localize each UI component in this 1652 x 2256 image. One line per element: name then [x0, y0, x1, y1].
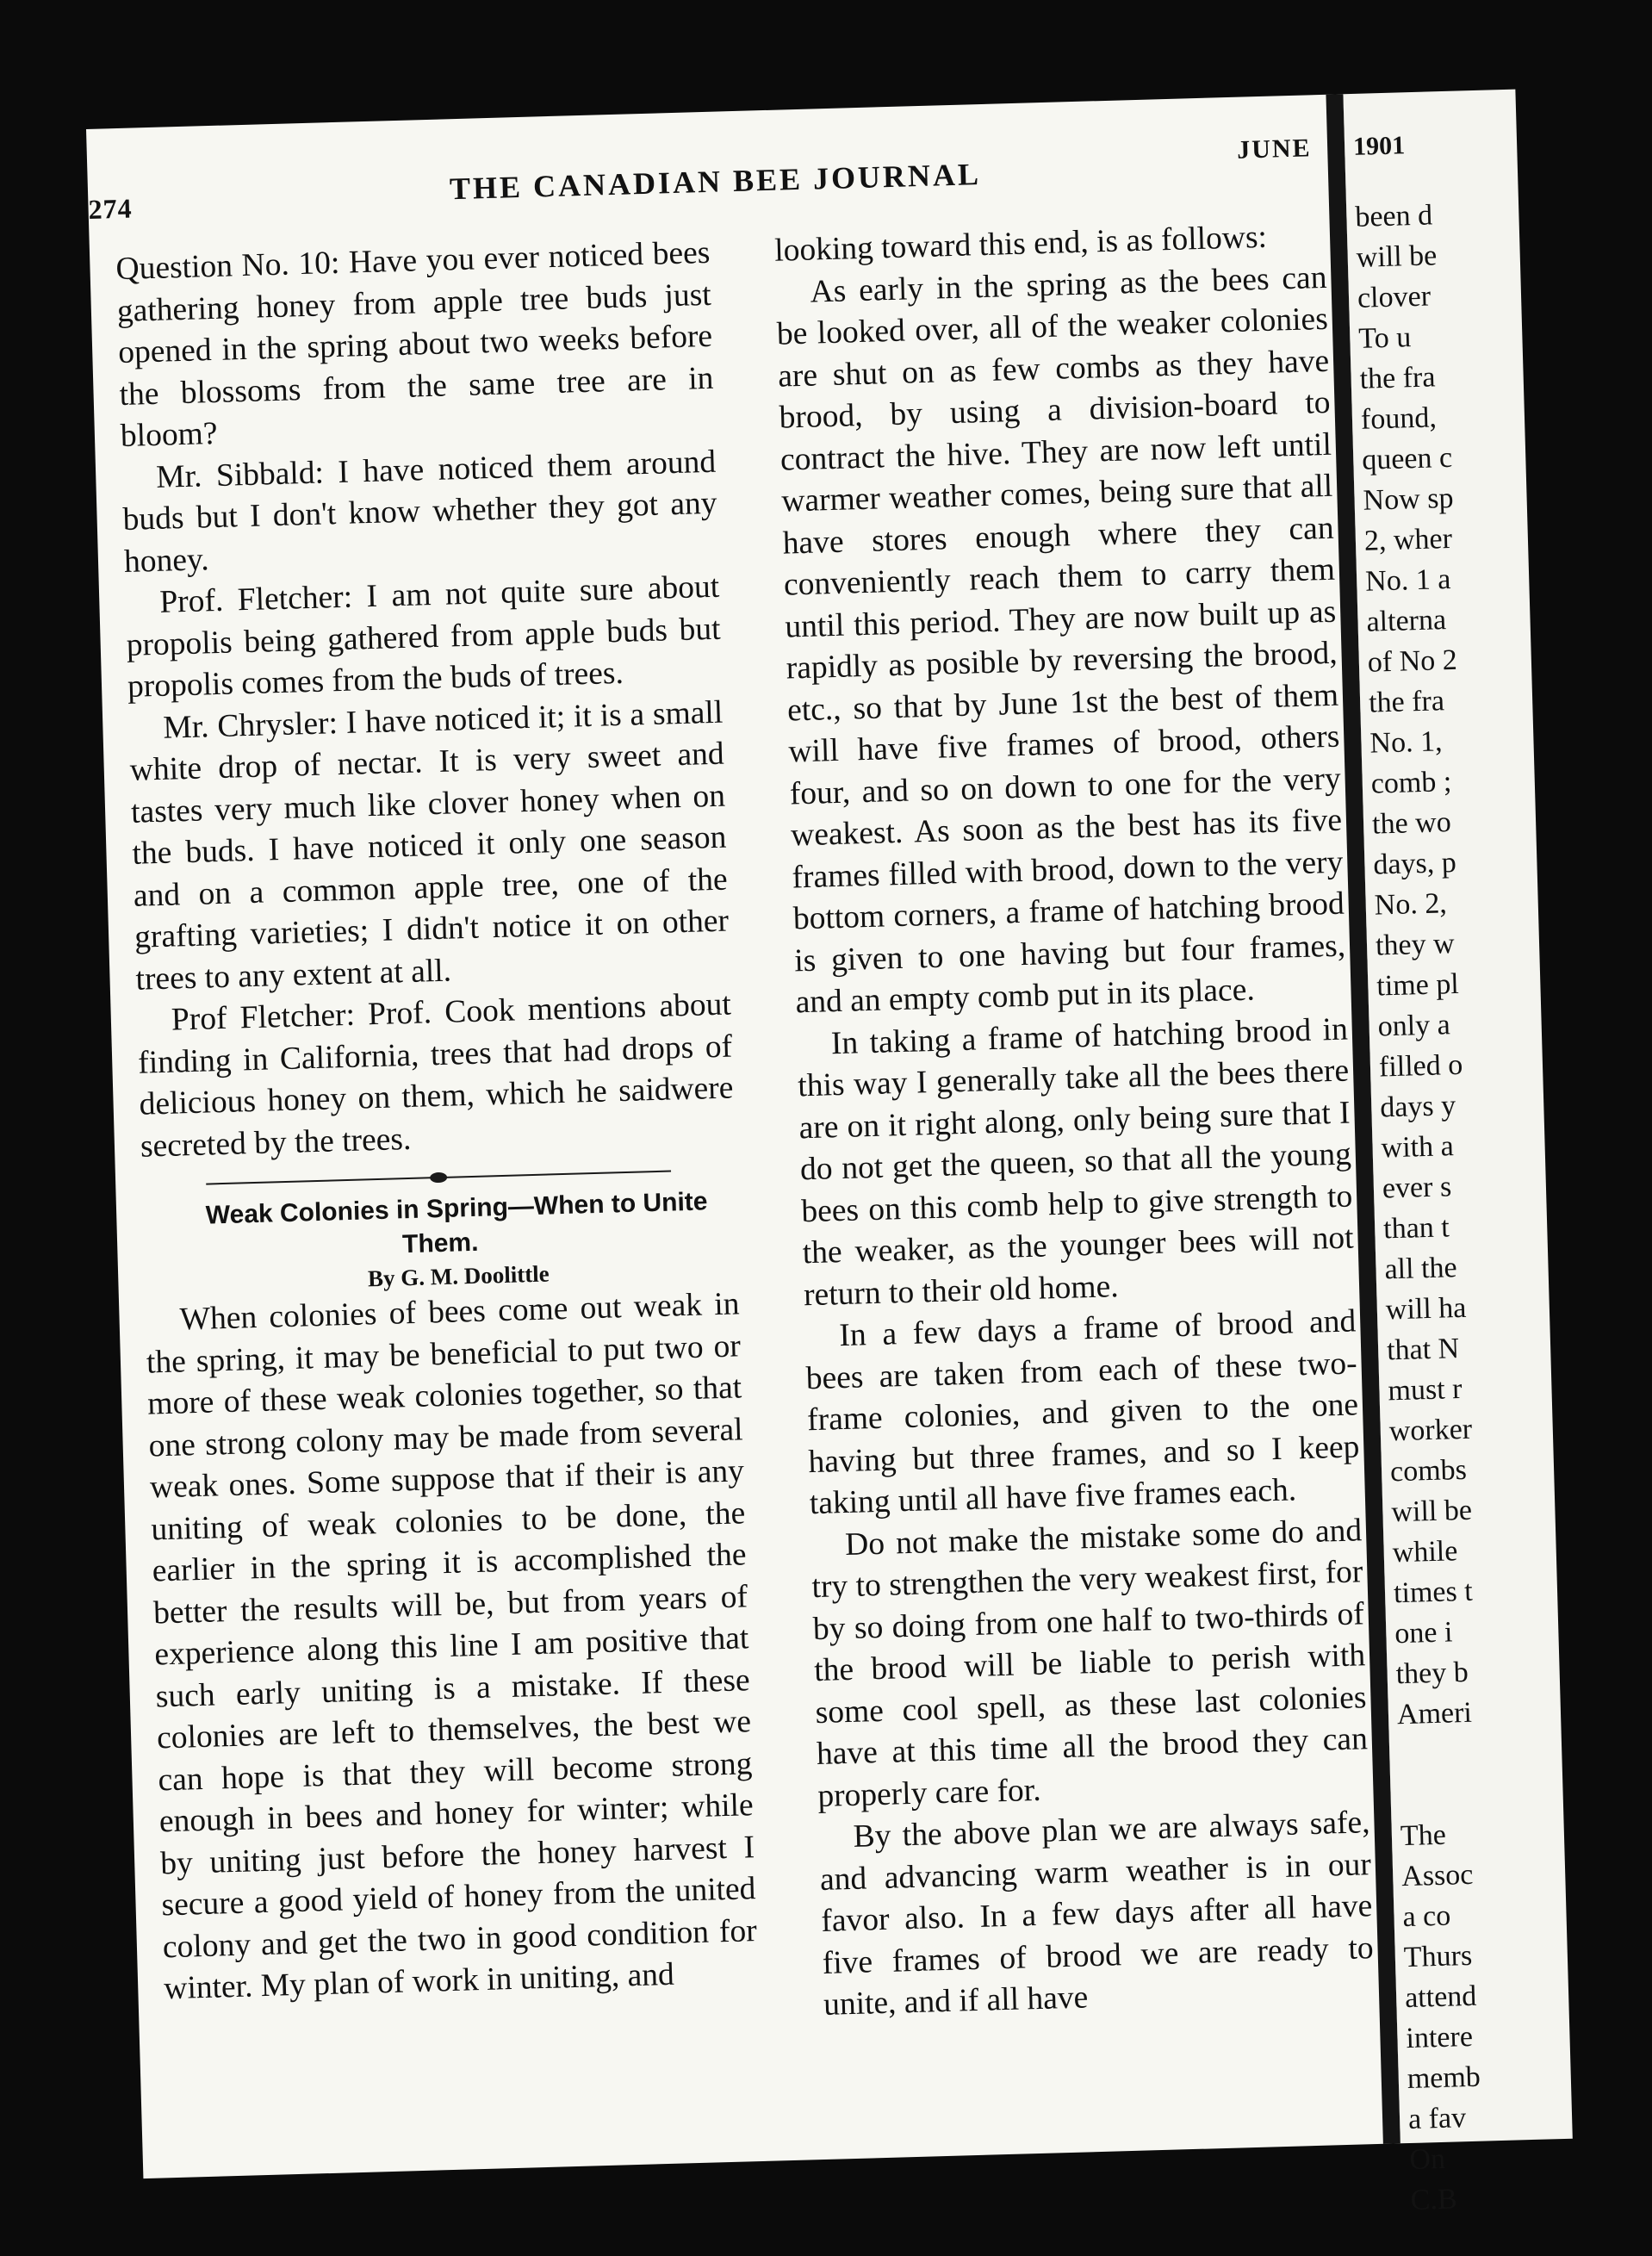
continuation-paragraph: looking toward this end, is as follows: [773, 219, 1268, 269]
chrysler-paragraph: Mr. Chrysler: I have noticed it; it is a small white drop of nectar. It is very sweet and tastes very much like clover honey when on the buds. I have noticed it only one season and on a common apple tree, one of the grafting varieties; I didn't notice it on other trees to any extent at all. [129, 694, 730, 997]
adjacent-page-line: No. 1 a [1364, 562, 1451, 598]
adjacent-page-line: 2, wher [1363, 522, 1453, 557]
adjacent-page-line: No. 2, [1374, 887, 1448, 922]
adjacent-page-line: worker [1388, 1413, 1473, 1448]
adjacent-page-line: they w [1375, 928, 1456, 962]
adjacent-page-line: ever s [1382, 1171, 1452, 1205]
adjacent-page-line: Assoc [1400, 1858, 1474, 1893]
fletcher-cook-paragraph: Prof Fletcher: Prof. Cook mentions about finding in California, trees that had drops of delicious honey on them, which he saidwere secreted by the trees. [137, 986, 734, 1165]
adjacent-page-line: alterna [1366, 604, 1447, 638]
adjacent-page-line: filled o [1378, 1048, 1463, 1084]
adjacent-page-line: combs [1389, 1453, 1468, 1488]
mistake-paragraph: Do not make the mistake some do and try to strengthen the very weakest first, for by so doing from one half to two-thirds of the brood will be liable to perish with some cool spell, as these last colonies have at this time all the brood they can properly care for. [811, 1512, 1369, 1814]
header-date: JUNE [1236, 134, 1312, 165]
adjacent-page-line: a fav [1407, 2102, 1467, 2136]
journal-title: THE CANADIAN BEE JOURNAL [449, 157, 982, 207]
adjacent-page-line: times t [1393, 1575, 1474, 1610]
adjacent-page-line: will be [1356, 239, 1438, 274]
section-divider [206, 1165, 671, 1190]
adjacent-page-line [1398, 1728, 1640, 1775]
adjacent-page-line: the fra [1359, 361, 1436, 395]
adjacent-page-line: must r [1387, 1372, 1463, 1408]
right-column [774, 215, 1376, 2027]
question-paragraph: Question No. 10: Have you ever noticed bees gathering honey from apple tree buds just opened in the spring about two weeks before the blossoms from the same tree are in bloom? [115, 234, 714, 455]
adjacent-page-line: only a [1377, 1009, 1451, 1043]
adjacent-page-line: the wo [1371, 806, 1452, 841]
adjacent-page-line: all the [1384, 1252, 1458, 1286]
adjacent-page-line: days, p [1372, 846, 1457, 881]
adjacent-page-line: clover [1357, 280, 1432, 314]
adjacent-page-line: will ha [1385, 1291, 1467, 1327]
adjacent-page-line: Now sp [1363, 482, 1454, 517]
divider-ornament [430, 1172, 447, 1184]
adjacent-page-line: attend [1404, 1979, 1477, 2015]
journal-page-spread [86, 94, 1481, 2216]
adjacent-page-line: found, [1360, 401, 1438, 436]
adjacent-page-column [1355, 190, 1652, 2221]
hatching-brood-paragraph: In taking a frame of hatching brood in this way I generally take all the bees there are on it right along, only being sure that I do not get the queen, so that all the young bees on this comb help to give strength to the weaker, as the younger bees will not return to their old home. [797, 1011, 1355, 1313]
adjacent-page-line: that N [1386, 1333, 1460, 1367]
adjacent-page-line: of No 2 [1367, 643, 1458, 679]
adjacent-page-line: been d [1354, 199, 1433, 233]
article-byline: By G. M. Doolittle [367, 1260, 550, 1292]
page-number: 274 [88, 192, 134, 225]
adjacent-page-line: one i [1394, 1616, 1453, 1650]
few-days-paragraph: In a few days a frame of brood and bees are taken from each of these two-frame colonies, and given to the one having but three frames, and so I keep taking until all have five frames each. [805, 1303, 1360, 1522]
adjacent-page-line: To u [1357, 321, 1412, 355]
adjacent-page-line: will be [1390, 1494, 1473, 1529]
adjacent-page-line: with a [1381, 1130, 1455, 1165]
adjacent-page-line: while [1392, 1535, 1458, 1569]
fletcher-paragraph: Prof. Fletcher: I am not quite sure about propolis being gathered from apple buds but propolis comes from the buds of trees. [126, 569, 722, 705]
adjacent-page-line: On [1408, 2142, 1446, 2177]
adjacent-page-line: Ameri [1396, 1696, 1473, 1731]
adjacent-page-line: comb ; [1370, 766, 1452, 800]
adjacent-page-line: memb [1407, 2060, 1481, 2096]
adjacent-page-line: No. 1, [1369, 725, 1444, 760]
adjacent-page-line [1399, 1768, 1641, 1816]
adjacent-page-line: Thurs [1403, 1939, 1473, 1974]
article-title: Weak Colonies in Spring—When to Unite Them. [205, 1187, 708, 1259]
adjacent-page-line: queen c [1361, 441, 1453, 476]
adjacent-page-line: The [1400, 1818, 1447, 1853]
article-paragraph: When colonies of bees come out weak in the spring, it may be beneficial to put two or more of these weak colonies together, so that one strong colony may be made from several weak ones. Some suppose that if their is any uniting of weak colonies to be done, the earlier in the spring it is accomplished the better the results will be, but from years of experience along this line I am positive that such early uniting is a mistake. If these colonies are left to themselves, the best we can hope is that they will become strong enough in bees and honey for winter; while by uniting just before the honey harvest I secure a good yield of honey from the united colony and get the two in good condition for winter. My plan of work in uniting, and [146, 1286, 758, 2007]
adjacent-page-line: intere [1405, 2020, 1474, 2055]
adjacent-page-year: 1901 [1352, 131, 1406, 161]
sibbald-paragraph: Mr. Sibbald: I have noticed them around buds but I don't know whether they got any honey. [122, 444, 717, 580]
above-plan-paragraph: By the above plan we are always safe, and advancing warm weather is in our favor also. In a few days after all have five frames of brood we are ready to unite, and if all have [819, 1805, 1375, 2023]
adjacent-page-line: time pl [1376, 967, 1460, 1003]
spring-plan-paragraph: As early in the spring as the bees can be looked over, all of the weaker colonies are shut on as few combs as they have brood, by using a division-board to contract the hive. They are now left until warmer weather comes, being sure that all have stores enough where they can conveniently reach them to carry them until this period. They are now built up as rapidly as posible by reversing the brood, etc., so that by June 1st the best of them will have five frames of brood, others four, and so on down to one for the very weakest. As soon as the best has its five frames filled with brood, down to the very bottom corners, a frame of hatching brood is given to one having but four frames, and an empty comb put in its place. [776, 259, 1346, 1021]
adjacent-page-line: the fra [1368, 685, 1445, 719]
adjacent-page-line: a co [1402, 1899, 1451, 1934]
adjacent-page-line: they b [1395, 1656, 1469, 1691]
left-column [115, 233, 759, 2011]
adjacent-page-line: C.B [1410, 2183, 1458, 2216]
adjacent-page-line: than t [1382, 1211, 1450, 1246]
adjacent-page-line: days y [1379, 1090, 1456, 1124]
